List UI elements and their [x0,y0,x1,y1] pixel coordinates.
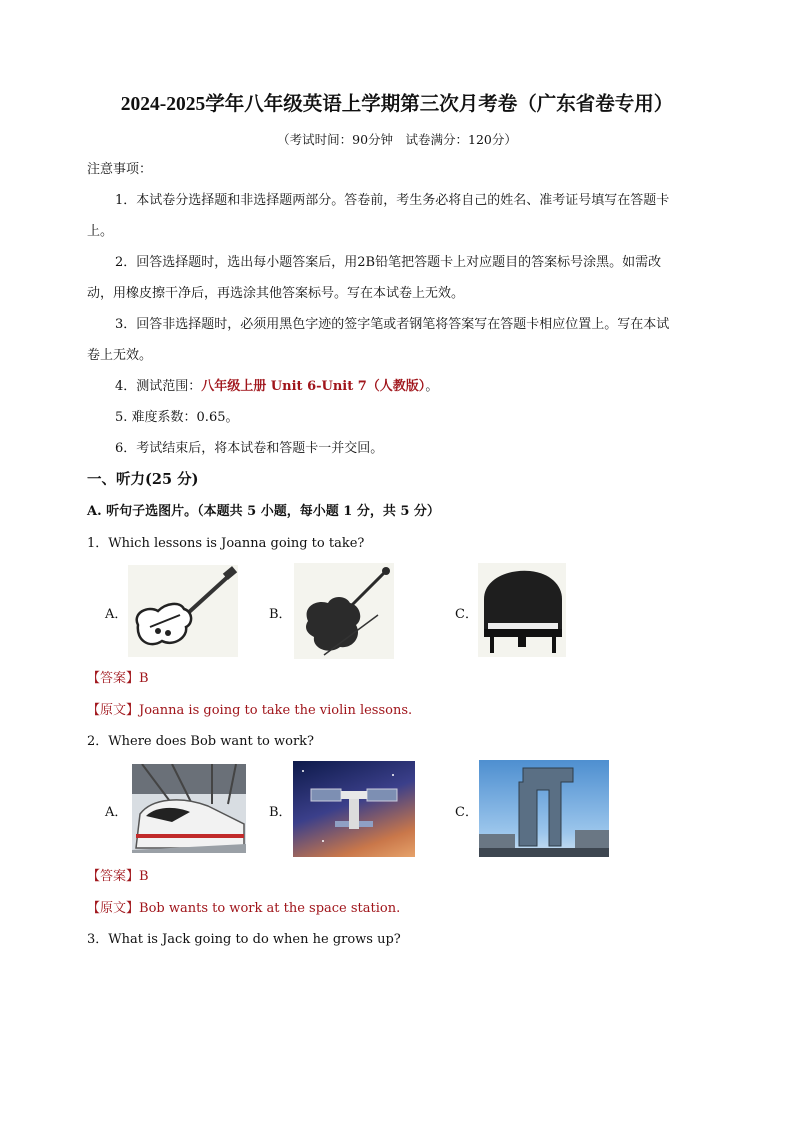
q2-answer-label: 【答案】 [87,869,140,884]
note-5: 5. 难度系数：0.65。 [115,410,239,425]
cctv-tower-image [479,760,609,857]
q2-transcript [87,899,400,919]
q2-option-b-label: B． [269,805,292,820]
note-2b: 动，用橡皮擦干净后，再选涂其他答案标号。写在本试卷上无效。 [87,286,465,301]
part-a-heading: A. 听句子选图片。（本题共 5 小题，每小题 1 分，共 5 分） [87,504,440,519]
note-2a: 2．回答选择题时，选出每小题答案后，用2B铅笔把答题卡上对应题目的答案标号涂黑。如需改 [115,255,662,270]
note-4-prefix: 4．测试范围： [115,379,202,394]
grand-piano-image [478,563,566,657]
space-station-image [293,761,415,857]
note-3a: 3．回答非选择题时，必须用黑色字迹的签字笔或者钢笔将答案写在答题卡相应位置上。写在本试 [115,317,670,332]
q2-option-c-label: C． [455,805,478,820]
q1-answer-value: B [139,671,149,686]
q1-option-a-label: A． [105,607,128,622]
q2-answer-value: B [139,869,149,884]
note-3b: 卷上无效。 [87,348,153,363]
question-1-prompt: 1．Which lessons is Joanna going to take? [87,536,365,551]
q1-answer [87,669,149,689]
q2-answer [87,867,149,887]
exam-info: （考试时间：90分钟 试卷满分：120分） [277,132,517,147]
note-1a: 1．本试卷分选择题和非选择题两部分。答卷前，考生务必将自己的姓名、准考证号填写在答题卡 [115,193,670,208]
note-1b: 上。 [87,224,114,239]
q2-transcript-text: Bob wants to work at the space station. [139,901,401,916]
q1-transcript [87,701,412,721]
q2-option-a-label: A． [105,805,128,820]
q1-answer-label: 【答案】 [87,671,140,686]
q1-transcript-label: 【原文】 [87,703,140,718]
electric-guitar-image [128,565,238,657]
test-range: 八年级上册 Unit 6-Unit 7（人教版） [201,379,426,394]
question-3-prompt: 3．What is Jack going to do when he grows up? [87,932,401,947]
section-heading: 一、听力(25 分) [87,471,199,488]
note-4-suffix: 。 [425,379,439,394]
q2-transcript-label: 【原文】 [87,901,140,916]
note-6: 6．考试结束后，将本试卷和答题卡一并交回。 [115,441,384,456]
q1-transcript-text: Joanna is going to take the violin lessons. [139,703,413,718]
q1-option-b-label: B． [269,607,292,622]
q1-option-c-label: C． [455,607,478,622]
page-title: 2024-2025学年八年级英语上学期第三次月考卷（广东省卷专用） [120,94,674,115]
high-speed-train-image [132,764,246,853]
question-2-prompt: 2．Where does Bob want to work? [87,734,315,749]
note-4 [115,377,438,397]
violin-image [294,563,394,659]
notes-heading: 注意事项： [87,162,153,177]
